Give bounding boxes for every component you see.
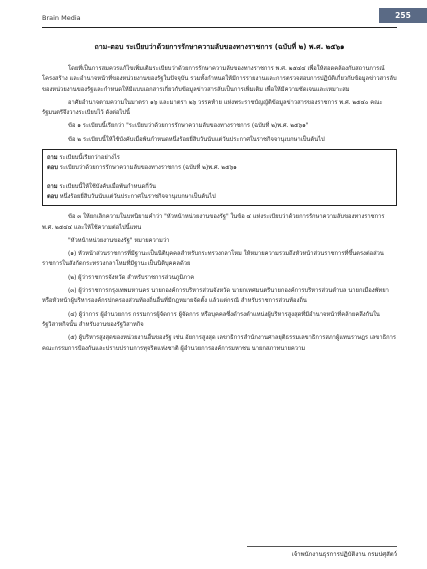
brand-label: Brain Media xyxy=(42,14,81,22)
question-label: ถาม xyxy=(47,183,58,190)
definition-heading: "หัวหน้าหน่วยงานของรัฐ" หมายความว่า xyxy=(68,237,170,244)
definition-item: (๒) ผู้ว่าราชการจังหวัด สำหรับราชการส่วนภูมิภาค xyxy=(68,274,195,281)
page-number-badge: 255 xyxy=(379,8,427,23)
page-footer: เจ้าพนักงานธุรการปฏิบัติงาน กรมปศุสัตว์ xyxy=(291,551,397,558)
definition-item: (๑) หัวหน้าส่วนราชการที่มีฐานะเป็นนิติบุคคลสำหรับกระทรวงกลาโหม ให้หมายความรวมถึงหัวหน้าส่วนราชการที่ขึ้นตรงต่อส่วนราชการในสังกัดกระทรวงกลาโหมที่มีฐานะเป็นนิติบุคคลด้วย xyxy=(42,251,384,268)
clause-paragraph: ข้อ ๓ ให้ยกเลิกความในบทนิยามคำว่า "หัวหน้าหน่วยงานของรัฐ" ในข้อ ๔ แห่งระเบียบว่าด้วยการรักษาความลับของทางราชการ พ.ศ. ๒๕๔๔ และให้ใช้ความต่อไปนี้แทน xyxy=(42,214,385,231)
qa-box xyxy=(42,149,397,206)
answer-line xyxy=(47,163,392,173)
question-line xyxy=(47,182,392,192)
header-divider xyxy=(42,27,397,28)
question-line xyxy=(47,153,392,163)
footer-divider xyxy=(247,546,397,547)
page-title: ถาม-ตอบ ระเบียบว่าด้วยการรักษาความลับของทางราชการ (ฉบับที่ ๒) พ.ศ. ๒๕๖๑ xyxy=(94,43,345,51)
answer-text: หนึ่งร้อยยี่สิบวันนับแต่วันประกาศในราชกิจจานุเบกษาเป็นต้นไป xyxy=(59,193,216,200)
definition-item: (๔) ผู้ว่าการ ผู้อำนวยการ กรรมการผู้จัดการ ผู้จัดการ หรือบุคคลซึ่งดำรงตำแหน่งผู้บริหารสูงสุดที่มีอำนาจหน้าที่คล้ายคลึงกันในรัฐวิสาหกิจนั้น สำหรับงานของรัฐวิสาหกิจ xyxy=(42,311,380,328)
clause-paragraph: ข้อ ๒ ระเบียบนี้ให้ใช้บังคับเมื่อพ้นกำหนดหนึ่งร้อยยี่สิบวันนับแต่วันประกาศในราชกิจจานุเบกษาเป็นต้นไป xyxy=(68,136,325,143)
question-text: ระเบียบนี้ให้ใช้บังคับเมื่อพ้นกำหนดกี่วัน xyxy=(59,183,156,190)
definition-item: (๓) ผู้ว่าราชการกรุงเทพมหานคร นายกองค์การบริหารส่วนจังหวัด นายกเทศมนตรีนายกองค์การบริหารส่วนตำบล นายกเมืองพัทยา หรือหัวหน้าผู้บริหารองค์กรปกครองส่วนท้องถิ่นอื่นที่มีกฎหมายจัดตั้ง แล้วแต่กรณี สำหรับราชการส่วนท้องถิ่น xyxy=(42,288,389,305)
answer-label: ตอบ xyxy=(47,193,58,200)
page-header xyxy=(0,0,427,28)
document-body xyxy=(42,64,397,357)
answer-line xyxy=(47,192,392,202)
intro-paragraph: อาศัยอำนาจตามความในมาตรา ๑๖ และมาตรา ๒๖ วรรคท้าย แห่งพระราชบัญญัติข้อมูลข่าวสารของราชการ พ.ศ. ๒๕๔๐ คณะรัฐมนตรีจึงวางระเบียบไว้ ดังต่อไปนี้ xyxy=(42,99,383,117)
definition-item: (๕) ผู้บริหารสูงสุดของหน่วยงานอื่นของรัฐ เช่น อัยการสูงสุด เลขาธิการสำนักงานศาลยุติธรรมเลขาธิการสภาผู้แทนราษฎร เลขาธิการคณะกรรมการป้องกันและปราบปรามการทุจริตแห่งชาติ ผู้อำนวยการองค์การมหาชน นายกสภาทนายความ xyxy=(42,335,397,352)
question-text: ระเบียบนี้เรียกว่าอย่างไร xyxy=(59,155,120,162)
question-label: ถาม xyxy=(47,155,58,162)
answer-label: ตอบ xyxy=(47,165,58,172)
clause-paragraph: ข้อ ๑ ระเบียบนี้เรียกว่า "ระเบียบว่าด้วยการรักษาความลับของทางราชการ (ฉบับที่ ๒)พ.ศ. ๒๕๖๑" xyxy=(68,123,309,130)
intro-paragraph: โดยที่เป็นการสมควรแก้ไขเพิ่มเติมระเบียบว่าด้วยการรักษาความลับของทางราชการ พ.ศ. ๒๕๔๔ เพื่อให้สอดคล้องกับสถานการณ์ โครงสร้าง และอำนาจหน้าที่ของหน่วยงานของรัฐในปัจจุบัน รวมทั้งกำหนดให้มีการรายงานและการตรวจสอบการปฏิบัติเกี่ยวกับข้อมูลข่าวสารลับของหน่วยงานของรัฐและกำหนดให้มีแบบเอกสารเกี่ยวกับข้อมูลข่าวสารลับเป็นการเพิ่มเติม เพื่อให้มีความชัดเจนและเหมาะสม xyxy=(42,66,397,93)
answer-text: ระเบียบว่าด้วยการรักษาความลับของทางราชการ (ฉบับที่ ๒)พ.ศ. ๒๕๖๑ xyxy=(59,165,237,172)
